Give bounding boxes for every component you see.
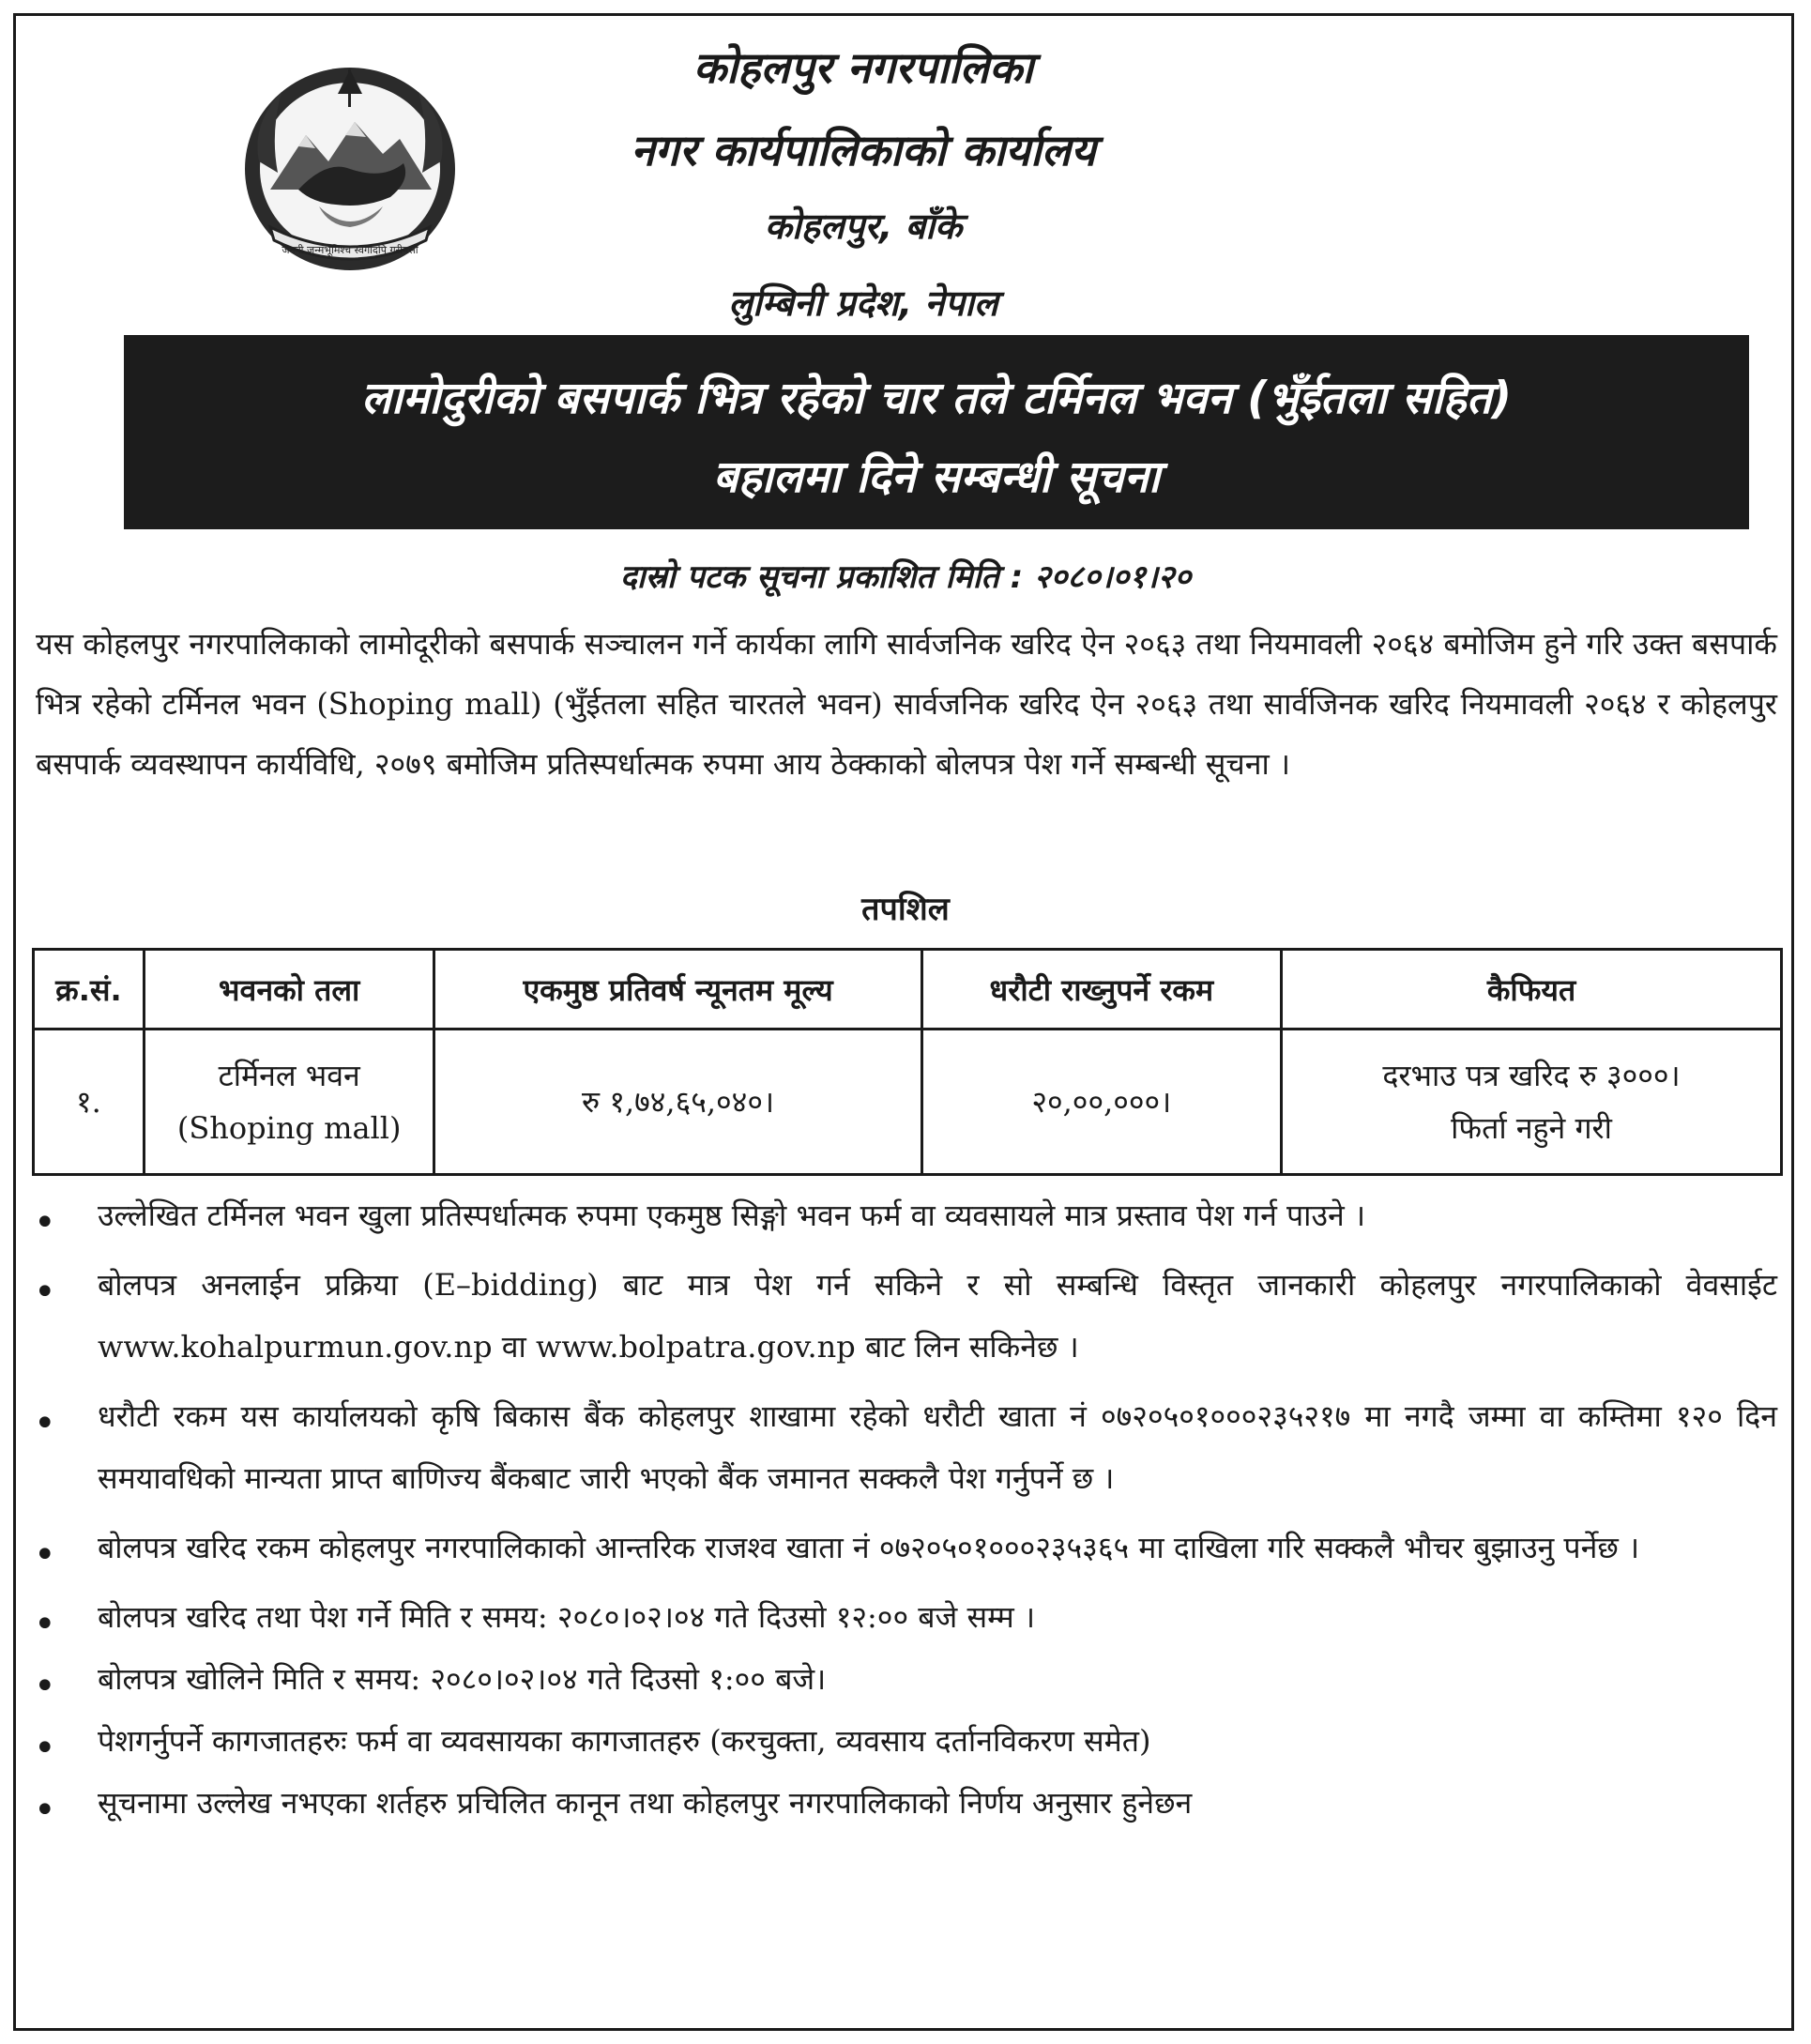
col-header-sn: क्र.सं.	[34, 950, 145, 1030]
bullet-icon: •	[34, 1603, 56, 1646]
province-name: लुम्बिनी प्रदेश, नेपाल	[728, 282, 998, 324]
notice-title-line1: लामोदुरीको बसपार्क भित्र रहेको चार तले टर्मिनल भवन (भुँईतला सहित)	[360, 373, 1513, 424]
cell-sn: १.	[34, 1030, 145, 1175]
list-item-text: बोलपत्र खरिद रकम कोहलपुर नगरपालिकाको आन्तरिक राजश्व खाता नं ०७२०५०१०००२३५३६५ मा दाखिला गरि सक्कलै भौचर बुझाउनु पर्नेछ ।	[98, 1530, 1640, 1565]
list-item-text: पेशगर्नुपर्ने कागजातहरुः फर्म वा व्यवसायका कागजातहरु (करचुक्ता, व्यवसाय दर्तानविकरण समेत)	[98, 1723, 1151, 1759]
list-item	[32, 1184, 1777, 1246]
list-item-text: बोलपत्र अनलाईन प्रक्रिया (E–bidding) बाट मात्र पेश गर्न सकिने र सो सम्बन्धि विस्तृत जानकारी कोहलपुर नगरपालिकाको वेवसाईट www.kohalpurmun.gov.np वा www.bolpatra.gov.np बाट लिन सकिनेछ ।	[98, 1267, 1777, 1365]
list-item	[32, 1254, 1777, 1378]
col-header-floor: भवनको तला	[144, 950, 434, 1030]
list-item-text: उल्लेखित टर्मिनल भवन खुला प्रतिस्पर्धात्मक रुपमा एकमुष्ठ सिङ्गो भवन फर्म वा व्यवसायले मात्र प्रस्ताव पेश गर्न पाउने ।	[98, 1197, 1366, 1233]
list-item-text: बोलपत्र खरिद तथा पेश गर्ने मिति र समय: २०८०।०२।०४ गते दिउसो १२:०० बजे सम्म ।	[98, 1599, 1036, 1635]
bullet-icon: •	[34, 1665, 56, 1708]
list-item	[32, 1385, 1777, 1509]
table-header-row	[34, 950, 1782, 1030]
cell-floor-line1: टर्मिनल भवन	[218, 1058, 360, 1093]
cell-floor-line2: (Shoping mall)	[176, 1110, 402, 1146]
cell-remarks-line2: फिर्ता नहुने गरी	[1451, 1110, 1612, 1146]
cell-remarks	[1282, 1030, 1782, 1175]
list-item	[32, 1772, 1777, 1834]
office-address: कोहलपुर, बाँके	[764, 206, 963, 247]
cell-floor	[144, 1030, 434, 1175]
list-item-text: सूचनामा उल्लेख नभएका शर्तहरु प्रचिलित कानून तथा कोहलपुर नगरपालिकाको निर्णय अनुसार हुनेछन	[98, 1785, 1193, 1821]
cell-min-price: रु १,७४,६५,०४०।	[434, 1030, 921, 1175]
table-row	[34, 1030, 1782, 1175]
municipality-name: कोहलपुर नगरपालिका	[692, 42, 1034, 93]
list-item-text: बोलपत्र खोलिने मिति र समय: २०८०।०२।०४ गते दिउसो १:०० बजे।	[98, 1661, 827, 1697]
conditions-list	[32, 1184, 1777, 1834]
cell-remarks-line1: दरभाउ पत्र खरिद रु ३०००।	[1382, 1058, 1681, 1093]
list-item-text: धरौटी रकम यस कार्यालयको कृषि बिकास बैंक कोहलपुर शाखामा रहेको धरौटी खाता नं ०७२०५०१०००२३५२१७ मा नगदै जम्मा वा कम्तिमा १२० दिन समयावधिको मान्यता प्राप्त बाणिज्य बैंकबाट जारी भएको बैंक जमानत सक्कलै पेश गर्नुपर्ने छ ।	[98, 1398, 1777, 1496]
table-caption: तपशिल	[861, 891, 950, 928]
intro-paragraph: यस कोहलपुर नगरपालिकाको लामोदूरीको बसपार्क सञ्चालन गर्ने कार्यका लागि सार्वजनिक खरिद ऐन २०६३ तथा नियमावली २०६४ बमोजिम हुने गरि उक्त बसपार्क भित्र रहेको टर्मिनल भवन (Shoping mall) (भुँईतला सहित चारतले भवन) सार्वजनिक खरिद ऐन २०६३ तथा सार्वजिनक खरिद नियमावली २०६४ र कोहलपुर बसपार्क व्यवस्थापन कार्यविधि, २०७९ बमोजिम प्रतिस्पर्धात्मक रुपमा आय ठेक्काको बोलपत्र पेश गर्ने सम्बन्धी सूचना ।	[36, 626, 1777, 782]
publication-date: दास्रो पटक सूचना प्रकाशित मिति : २०८०।०१।२०	[619, 558, 1192, 596]
bullet-icon: •	[34, 1271, 56, 1314]
list-item	[32, 1710, 1777, 1772]
details-table	[32, 948, 1783, 1176]
notice-title-line2: बहालमा दिने सम्बन्धी सूचना	[712, 451, 1161, 503]
cell-deposit: २०,००,०००।	[921, 1030, 1281, 1175]
list-item	[32, 1517, 1777, 1579]
list-item	[32, 1586, 1777, 1648]
office-name: नगर कार्यपालिकाको कार्यालय	[631, 125, 1096, 175]
notice-title-banner	[124, 335, 1749, 529]
bullet-icon: •	[34, 1201, 56, 1244]
bullet-icon: •	[34, 1533, 56, 1577]
bullet-icon: •	[34, 1789, 56, 1832]
emblem-motto: जननी जन्मभूमिश्च स्वर्गादपि गरीयसी	[282, 244, 419, 256]
bullet-icon: •	[34, 1402, 56, 1445]
col-header-deposit: धरौटी राख्नुपर्ने रकम	[921, 950, 1281, 1030]
nepal-emblem-icon	[233, 49, 467, 279]
list-item	[32, 1648, 1777, 1710]
bullet-icon: •	[34, 1727, 56, 1770]
col-header-remarks: कैफियत	[1282, 950, 1782, 1030]
col-header-min-price: एकमुष्ठ प्रतिवर्ष न्यूनतम मूल्य	[434, 950, 921, 1030]
